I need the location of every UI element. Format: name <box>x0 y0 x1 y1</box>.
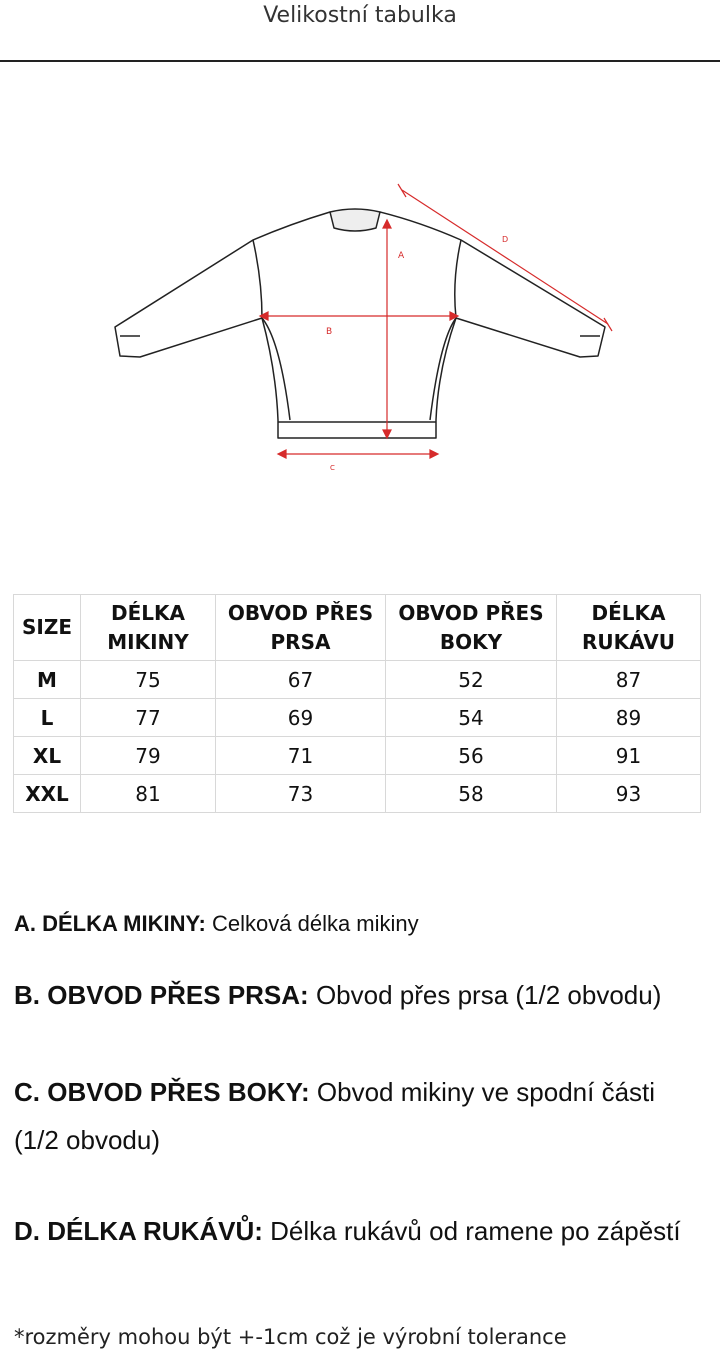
header-obvod-prsa: OBVOD PŘES PRSA <box>216 595 386 661</box>
size-table <box>13 594 701 813</box>
cell-value: 54 <box>386 699 557 737</box>
definition-term: D. DÉLKA RUKÁVŮ: <box>14 1216 263 1246</box>
cell-value: 52 <box>386 661 557 699</box>
tolerance-note: *rozměry mohou být +-1cm což je výrobní tolerance <box>14 1325 567 1349</box>
definition-desc: Obvod mikiny ve spodní části (1/2 obvodu) <box>14 1077 656 1155</box>
definition-desc: Délka rukávů od ramene po zápěstí <box>262 1216 681 1246</box>
definition-term: B. OBVOD PŘES PRSA: <box>14 980 309 1010</box>
definition-term: C. OBVOD PŘES BOKY: <box>14 1077 310 1107</box>
cell-size: XXL <box>14 775 81 813</box>
header-size: SIZE <box>14 595 81 661</box>
cell-value: 69 <box>216 699 386 737</box>
cell-value: 91 <box>557 737 701 775</box>
cell-value: 93 <box>557 775 701 813</box>
cell-value: 77 <box>81 699 216 737</box>
cell-value: 67 <box>216 661 386 699</box>
table-row <box>14 775 701 813</box>
header-delka-rukavu: DÉLKA RUKÁVU <box>557 595 701 661</box>
table-row <box>14 699 701 737</box>
page-header <box>0 0 720 62</box>
definition-desc: Celková délka mikiny <box>205 911 419 936</box>
cell-size: XL <box>14 737 81 775</box>
cell-size: M <box>14 661 81 699</box>
definition-c <box>14 1068 704 1164</box>
table-row <box>14 737 701 775</box>
sweatshirt-outline <box>115 209 605 438</box>
header-obvod-boky: OBVOD PŘES BOKY <box>386 595 557 661</box>
page-title: Velikostní tabulka <box>263 3 457 28</box>
table-header-row <box>14 595 701 661</box>
label-c: C <box>330 464 335 472</box>
cell-value: 73 <box>216 775 386 813</box>
label-d: D <box>502 235 509 244</box>
cell-value: 79 <box>81 737 216 775</box>
cell-value: 81 <box>81 775 216 813</box>
label-a: A <box>398 251 405 261</box>
definition-d <box>14 1207 704 1255</box>
label-b: B <box>326 327 333 337</box>
header-delka-mikiny: DÉLKA MIKINY <box>81 595 216 661</box>
cell-value: 87 <box>557 661 701 699</box>
cell-value: 58 <box>386 775 557 813</box>
table-row <box>14 661 701 699</box>
cell-value: 75 <box>81 661 216 699</box>
definition-desc: Obvod přes prsa (1/2 obvodu) <box>308 980 662 1010</box>
sweatshirt-diagram <box>100 170 630 490</box>
cell-value: 56 <box>386 737 557 775</box>
definition-term: A. DÉLKA MIKINY: <box>14 911 206 936</box>
definition-a <box>14 911 419 937</box>
cell-value: 71 <box>216 737 386 775</box>
definition-b <box>14 980 714 1011</box>
cell-size: L <box>14 699 81 737</box>
cell-value: 89 <box>557 699 701 737</box>
